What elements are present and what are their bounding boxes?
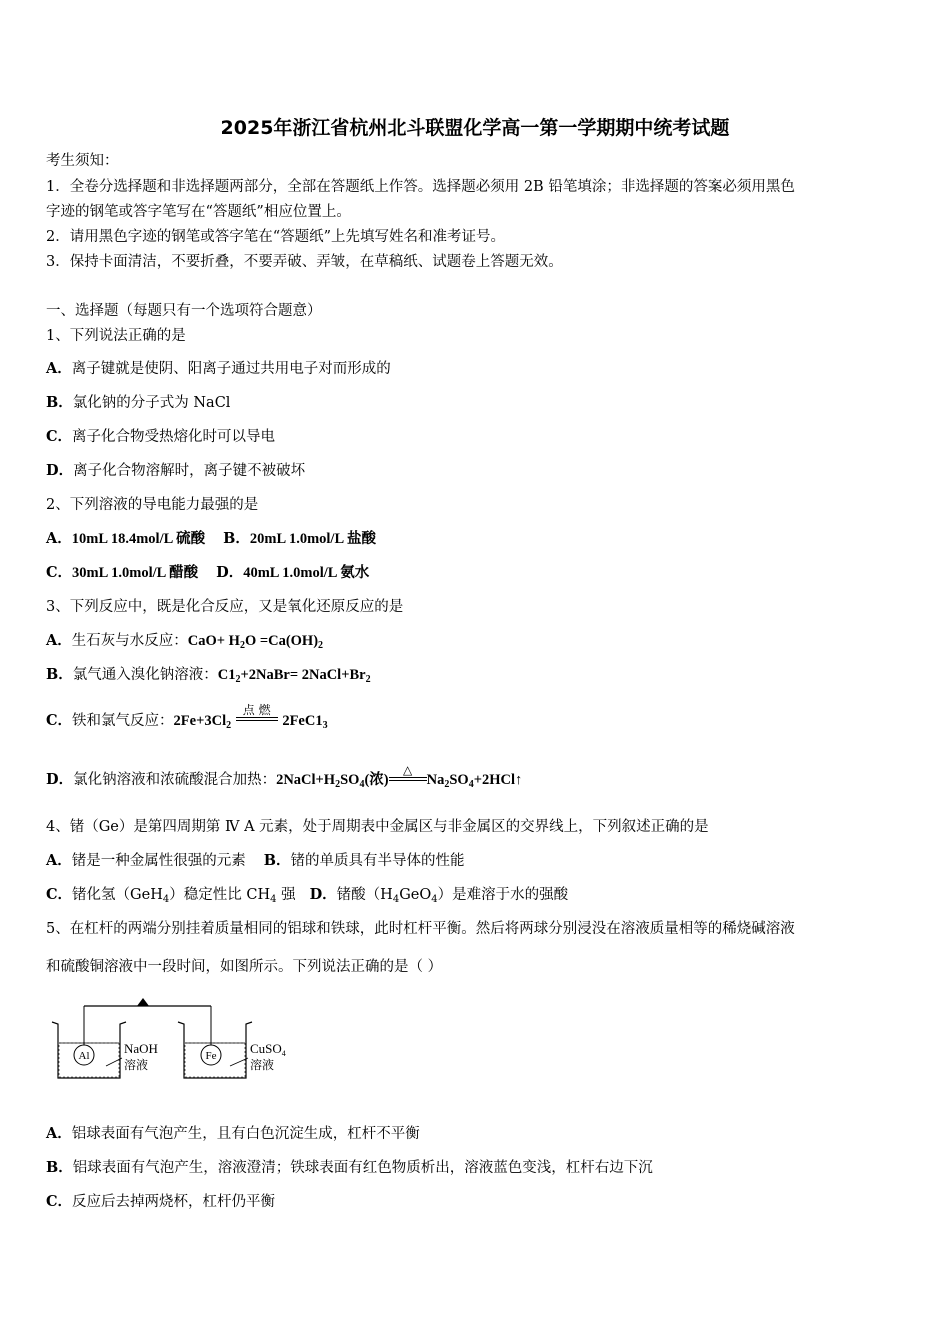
right-pointer <box>230 1058 248 1066</box>
fulcrum-icon <box>137 998 149 1006</box>
q3-option-c: C．铁和氯气反应：$2Fe+3Cl_2$ 点 燃 $2FeC1_3$ <box>46 702 328 731</box>
reaction-condition-arrow: 点 燃 <box>236 704 278 721</box>
section-heading: 一、选择题（每题只有一个选项符合题意） <box>46 303 322 319</box>
left-solution-label-1: NaOH <box>124 1041 158 1056</box>
heating-condition-arrow: △ <box>389 764 427 781</box>
q1-option-b: B．氯化钠的分子式为 NaCl <box>46 394 231 411</box>
right-ball-label: Fe <box>205 1050 217 1062</box>
q1-option-a: A．离子键就是使阴、阳离子通过共用电子对而形成的 <box>46 360 391 377</box>
q2-options-ab: A．10mL 18.4mol/L 硫酸 B．20mL 1.0mol/L 盐酸 <box>46 530 376 547</box>
left-solution-label-2: 溶液 <box>124 1058 149 1072</box>
notice-line-1b: 字迹的钢笔或答字笔写在“答题纸”相应位置上。 <box>46 204 351 220</box>
left-ball-label: Al <box>78 1050 90 1062</box>
q3-option-b: B．氯气通入溴化钠溶液：$C1_2+2NaBr=$ $2NaCl+Br_2$ <box>46 666 371 685</box>
q3-option-d: D．氯化钠溶液和浓硫酸混合加热：$2NaCl+H_2SO_4$(浓) △ $Na_2SO_4+2HCl↑$ <box>46 762 523 790</box>
q3-stem: 3、下列反应中，既是化合反应，又是氧化还原反应的是 <box>46 599 404 615</box>
notice-line-2: 2．请用黑色字迹的钢笔或答字笔在“答题纸”上先填写姓名和准考证号。 <box>46 229 506 245</box>
q4-options-ab: A．锗是一种金属性很强的元素 B．锗的单质具有半导体的性能 <box>46 852 465 869</box>
right-solution-label-2: 溶液 <box>250 1058 275 1072</box>
q2-stem: 2、下列溶液的导电能力最强的是 <box>46 497 259 513</box>
q4-options-cd: C．锗化氢（GeH$_4$）稳定性比 $CH_4$ 强 D．锗酸$(H_4GeO_4)$是难溶于水的强酸 <box>46 886 569 905</box>
q3-option-a: A．生石灰与水反应：$CaO+ H_2O =Ca(OH)_2$ <box>46 632 324 651</box>
notice-line-1a: 1．全卷分选择题和非选择题两部分，全部在答题纸上作答。选择题必须用 2B 铅笔填涂；非选择题的答案必须用黑色 <box>46 179 795 195</box>
q4-stem: 4、锗（Ge）是第四周期第 Ⅳ A 元素，处于周期表中金属区与非金属区的交界线上，下列叙述正确的是 <box>46 819 709 835</box>
q5-option-c: C．反应后去掉两烧杯，杠杆仍平衡 <box>46 1193 276 1210</box>
q1-stem: 1、下列说法正确的是 <box>46 328 186 344</box>
q5-stem-1: 5、在杠杆的两端分别挂着质量相同的铝球和铁球，此时杠杆平衡。然后将两球分别浸没在溶液质量相等的稀烧碱溶液 <box>46 921 795 937</box>
lever-beaker-diagram <box>46 994 306 1084</box>
page-title: 2025年浙江省杭州北斗联盟化学高一第一学期期中统考试题 <box>220 117 730 139</box>
q2-options-cd: C．30mL 1.0mol/L 醋酸 D．40mL 1.0mol/L 氨水 <box>46 564 370 581</box>
notice-heading: 考生须知： <box>46 153 119 169</box>
right-solution-label-1: CuSO$_4$ <box>250 1041 286 1058</box>
q5-option-a: A．铝球表面有气泡产生，且有白色沉淀生成，杠杆不平衡 <box>46 1125 420 1142</box>
q5-option-b: B．铝球表面有气泡产生，溶液澄清；铁球表面有红色物质析出，溶液蓝色变浅，杠杆右边下沉 <box>46 1159 653 1176</box>
q1-option-d: D．离子化合物溶解时，离子键不被破坏 <box>46 462 306 479</box>
notice-line-3: 3．保持卡面清洁，不要折叠，不要弄破、弄皱，在草稿纸、试题卷上答题无效。 <box>46 254 563 270</box>
q1-option-c: C．离子化合物受热熔化时可以导电 <box>46 428 276 445</box>
q5-stem-2: 和硫酸铜溶液中一段时间，如图所示。下列说法正确的是（ ） <box>46 959 443 975</box>
